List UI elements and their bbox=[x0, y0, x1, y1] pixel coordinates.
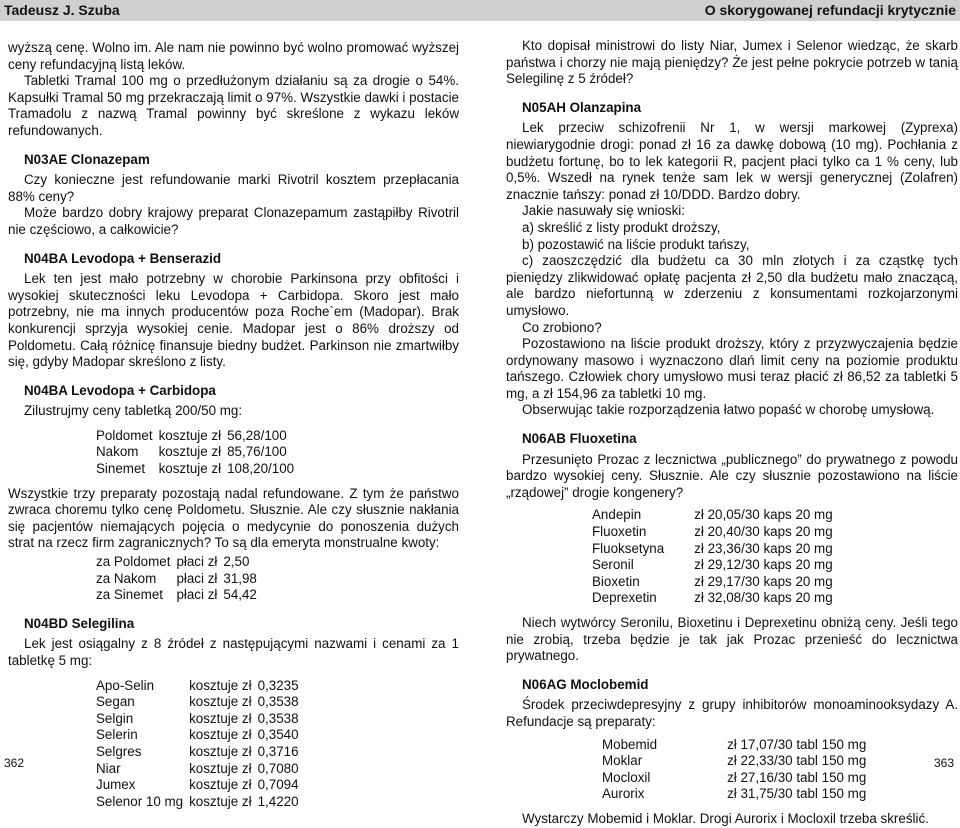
table-row: Selerin kosztuje zł 0,3540 bbox=[96, 727, 299, 743]
table-row: Selgin kosztuje zł 0,3538 bbox=[96, 710, 299, 726]
table-row: za Poldomet płaci zł 2,50 bbox=[96, 554, 250, 570]
table-row: Mocloxil zł 27,16/30 tabl 150 mg bbox=[602, 769, 867, 785]
paragraph: b) pozostawić na liście produkt tańszy, bbox=[522, 236, 750, 252]
price-table bbox=[96, 678, 299, 811]
paragraph: Może bardzo dobry krajowy preparat Clonazepamum zastąpiłby Rivotril nie częściowo, a całkowicie? bbox=[8, 205, 459, 237]
table-row: Segan kosztuje zł 0,3538 bbox=[96, 694, 299, 710]
table-row: Deprexetin zł 32,08/30 kaps 20 mg bbox=[592, 590, 833, 606]
table-row: za Nakom płaci zł 31,98 bbox=[96, 570, 257, 586]
table-row: Niar kosztuje zł 0,7080 bbox=[96, 760, 299, 776]
page-number-right: 363 bbox=[933, 756, 954, 770]
paragraph: Środek przeciwdepresyjny z grupy inhibitorów monoaminooksydazy A. Refundacje są preparaty: bbox=[506, 697, 958, 729]
paragraph: Tabletki Tramal 100 mg o przedłużonym działaniu są za drogie o 54%. Kapsułki Tramal 50 mg przekraczają limit o 97%. Wszystkie dawki i postacie Tramadolu z nazwą Tramal powinny być skreślone z wykazu leków refundowanych. bbox=[8, 73, 459, 138]
table-row: Mobemid zł 17,07/30 tabl 150 mg bbox=[602, 736, 867, 752]
paragraph: Lek przeciw schizofrenii Nr 1, w wersji markowej (Zyprexa) niewiarygodnie drogi: ponad zł 16 za dawkę dobową (10 mg). Pochłania z budżetu fortunę, bo to lek kategorii R, pacjent płaci tylko ca 1 % ceny, lub 0,5%. Wszedł na rynek tenże sam lek w wersji generycznej (Zolafren) znacznie tańszy: ponad zł 10/DDD. Bardzo dobry. bbox=[506, 120, 958, 202]
right-column bbox=[506, 38, 958, 828]
table-row: Fluoxetin zł 20,40/30 kaps 20 mg bbox=[592, 524, 833, 540]
table-row: Selenor 10 mg kosztuje zł 1,4220 bbox=[96, 793, 299, 809]
table-row: za Sinemet płaci zł 54,42 bbox=[96, 587, 257, 603]
table-row: Andepin zł 20,05/30 kaps 20 mg bbox=[592, 507, 833, 523]
table-row: Aurorix zł 31,75/30 tabl 150 mg bbox=[602, 786, 867, 802]
table-row: Jumex kosztuje zł 0,7094 bbox=[96, 777, 299, 793]
section-heading: N03AE Clonazepam bbox=[24, 151, 150, 167]
paragraph: Wystarczy Mobemid i Moklar. Drogi Aurorix i Mocloxil trzeba skreślić. bbox=[522, 810, 929, 826]
table-row: Bioxetin zł 29,17/30 kaps 20 mg bbox=[592, 573, 833, 589]
section-heading: N04BA Levodopa + Carbidopa bbox=[24, 382, 216, 398]
header-title: O skorygowanej refundacji krytycznie bbox=[704, 2, 956, 18]
paragraph: Przesunięto Prozac z lecznictwa „publicznego” do prywatnego z powodu bardzo wysokiej ceny. Słusznie. Ale czy słusznie pozostawiono na liście „rządowej” drogie kongenery? bbox=[506, 451, 958, 500]
paragraph: Lek ten jest mało potrzebny w chorobie Parkinsona przy obfitości i wysokiej skuteczności leku Levodopa + Carbidopa. Skoro jest mało potrzebny, nie ma innych producentów poza Roche`em (Madopar). Brak konkurencji sprzyja wysokiej cenie. Madopar jest o 86% droższy od Poldometu. Całą różnicę finansuje biedny budżet. Parkinson nie zmartwiłby się, gdyby Madopar skreślono z listy. bbox=[8, 271, 459, 370]
section-heading: N06AB Fluoxetina bbox=[522, 431, 637, 447]
page-number-left: 362 bbox=[4, 756, 25, 770]
paragraph: Kto dopisał ministrowi do listy Niar, Jumex i Selenor wiedząc, że skarb państwa i chorzy nie mają pieniędzy? Że jest pełne pokrycie potrzeb w tanią Selegilinę z 5 źródeł? bbox=[506, 38, 958, 87]
table-row: Fluoksetyna zł 23,36/30 kaps 20 mg bbox=[592, 540, 833, 556]
paragraph: Czy konieczne jest refundowanie marki Rivotril kosztem przepłacania 88% ceny? bbox=[8, 172, 459, 204]
header-author: Tadeusz J. Szuba bbox=[4, 2, 120, 18]
table-row: Moklar zł 22,33/30 tabl 150 mg bbox=[602, 753, 867, 769]
section-heading: N06AG Moclobemid bbox=[522, 676, 649, 692]
paragraph: Co zrobiono? bbox=[522, 319, 602, 335]
price-table bbox=[602, 737, 866, 803]
table-row: Selgres kosztuje zł 0,3716 bbox=[96, 743, 299, 759]
paragraph: Niech wytwórcy Seronilu, Bioxetinu i Deprexetinu obniżą ceny. Jeśli tego nie zrobią, trzeba będzie je tak jak Prozac przenieść do lecznictwa prywatnego. bbox=[506, 615, 958, 664]
paragraph: Pozostawiono na liście produkt droższy, który z przyzwyczajenia będzie ordynowany masowo i wyznaczono dlań limit ceny na poziomie produktu tańszego. Człowiek chory umysłowo musi teraz płacić zł 86,52 za tabletki 5 mg, a zł 154,96 za tabletki 10 mg. bbox=[506, 336, 958, 401]
paragraph: Obserwując takie rozporządzenia łatwo popaść w chorobę umysłową. bbox=[522, 402, 935, 418]
table-row: Seronil zł 29,12/30 kaps 20 mg bbox=[592, 557, 833, 573]
left-column bbox=[8, 40, 459, 818]
table-row: Sinemet kosztuje zł 108,20/100 bbox=[96, 461, 295, 477]
price-table bbox=[96, 428, 294, 478]
section-heading: N04BA Levodopa + Benserazid bbox=[24, 250, 222, 266]
paragraph: wyższą cenę. Wolno im. Ale nam nie powinno być wolno promować wyższej ceny refundacyjną listą leków. bbox=[8, 40, 459, 72]
table-row: Poldomet kosztuje zł 56,28/100 bbox=[96, 427, 287, 443]
table-row: Apo-Selin kosztuje zł 0,3235 bbox=[96, 677, 299, 693]
section-heading: N04BD Selegilina bbox=[24, 615, 135, 631]
paragraph: a) skreślić z listy produkt droższy, bbox=[522, 219, 721, 235]
running-header bbox=[0, 0, 960, 21]
payment-table bbox=[96, 554, 257, 604]
table-row: Nakom kosztuje zł 85,76/100 bbox=[96, 444, 287, 460]
paragraph: Lek jest osiągalny z 8 źródeł z następującymi nazwami i cenami za 1 tabletkę 5 mg: bbox=[8, 636, 459, 668]
paragraph: c) zaoszczędzić dla budżetu ca 30 mln złotych i za cząstkę tych pieniędzy zlikwidować opłatę pacjenta zł 2,50 dla budżetu mało znaczącą, ale bardzo niefortunną w zderzeniu z konsumentami rozkojarzonymi umysłowo. bbox=[506, 253, 958, 318]
paragraph: Jakie nasuwały się wnioski: bbox=[522, 203, 685, 219]
section-heading: N05AH Olanzapina bbox=[522, 99, 642, 115]
price-table bbox=[592, 507, 833, 607]
paragraph: Wszystkie trzy preparaty pozostają nadal refundowane. Z tym że państwo zwraca choremu tylko cenę Poldometu. Słusznie. Ale czy słusznie nakłania się pacjentów niemających pojęcia o medycynie do ponoszenia dużych strat na rzecz firm zagranicznych? To są dla emeryta monstrualne kwoty: bbox=[8, 485, 459, 551]
paragraph: Zilustrujmy ceny tabletką 200/50 mg: bbox=[24, 403, 243, 419]
